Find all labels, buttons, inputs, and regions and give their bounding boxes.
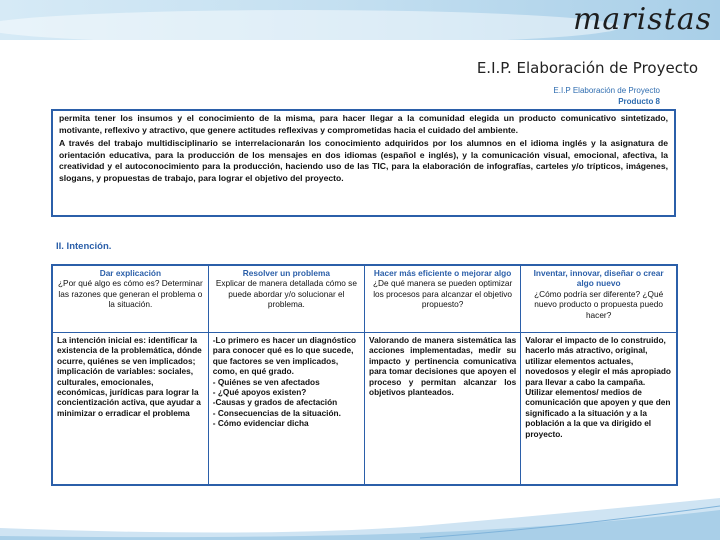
header-cell-resolver-problema xyxy=(208,265,364,333)
body-line: -Lo primero es hacer un diagnóstico para conocer qué es lo que sucede, que factores se ven implicados, como, en qué grado. xyxy=(212,335,357,377)
body-cell-inventar xyxy=(521,333,677,486)
header-cell-hacer-eficiente xyxy=(365,265,521,333)
header-cell-inventar xyxy=(521,265,677,333)
header-text: Explicar de manera detallada cómo se puede abordar y/o solucionar el problema. xyxy=(215,278,357,310)
product-label: Producto 8 xyxy=(618,97,660,106)
intro-text-box xyxy=(51,109,676,217)
intro-paragraph-1: permita tener los insumos y el conocimiento de la misma, para hacer llegar a la comunidad elegida un producto comunicativo sintetizado, motivante, reflexivo y atractivo, que genere actitudes reflexivas y comprometidas hacia el cuidado del ambiente. xyxy=(59,113,668,135)
header-cell-dar-explicacion xyxy=(52,265,208,333)
maristas-logo: maristas xyxy=(572,2,712,37)
body-cell-hacer-eficiente: Valorando de manera sistemática las acciones implementadas, medir su impacto y pertinencia comunicativa para tomar decisiones que apoyen el proceso y permitan alcanzar los objetivos planteados. xyxy=(365,333,521,486)
table-header-row xyxy=(52,265,677,333)
header-text: ¿De qué manera se pueden optimizar los procesos para alcanzar el objetivo propuesto? xyxy=(372,278,513,310)
intencion-table xyxy=(51,264,678,486)
body-line: - Consecuencias de la situación. xyxy=(212,407,341,418)
section-title-intencion: II. Intención. xyxy=(56,241,112,252)
banner-wave-decoration xyxy=(0,10,620,40)
slide-title: E.I.P. Elaboración de Proyecto xyxy=(476,59,698,77)
header-text: ¿Cómo podría ser diferente? ¿Qué nuevo producto o propuesta puedo hacer? xyxy=(534,288,664,320)
intro-paragraph-2: A través del trabajo multidisciplinario se interrelacionarán los conocimiento adquiridos por los alumnos en el idioma inglés y la asignatura de orientación educativa, para la producción de los mensajes en dos idiomas (español e inglés), y la comunicación visual, emocional, afectiva, la creatividad y el autoconocimiento para la producción, haciendo uso de las TIC, para la elaboración de infografías, carteles y/o trípticos, imágenes, slogans, y propuestas de trabajo, para lograr el objetivo del proyecto. xyxy=(59,138,668,183)
body-line: - Quiénes se ven afectados xyxy=(212,376,320,387)
header-text: ¿Por qué algo es cómo es? Determinar las razones que generan el problema o la situación. xyxy=(57,278,203,310)
bottom-wave-decoration xyxy=(0,498,720,540)
body-line: -Causas y grados de afectación xyxy=(212,397,338,408)
header-title: Resolver un problema xyxy=(242,268,330,278)
body-cell-resolver-problema xyxy=(208,333,364,486)
body-line: Utilizar elementos/ medios de comunicación que apoyen y que den significado a la situación y a la población a la que va dirigido el proyecto. xyxy=(525,387,671,439)
header-title: Dar explicación xyxy=(99,268,162,278)
body-line: Valorar el impacto de lo construido, hacerlo más atractivo, original, utilizar elementos actuales, novedosos y elegir el más apropiado para llevar a cabo la campaña. xyxy=(525,335,671,387)
top-banner xyxy=(0,0,720,40)
document-header xyxy=(553,85,660,107)
document-header-line: E.I.P Elaboración de Proyecto xyxy=(553,86,660,95)
header-title: Inventar, innovar, diseñar o crear algo nuevo xyxy=(533,268,664,289)
table-body-row xyxy=(52,333,677,486)
body-line: - Cómo evidenciar dicha xyxy=(212,418,309,429)
header-title: Hacer más eficiente o mejorar algo xyxy=(373,268,512,278)
body-cell-dar-explicacion: La intención inicial es: identificar la existencia de la problemática, dónde ocurre, quiénes se ven implicados; implicación de variables: sociales, culturales, emocionales, económicas, jurídicas para lograr la concientización activa, que ayudar a minimizar o erradicar el problema xyxy=(52,333,208,486)
body-line: - ¿Qué apoyos existen? xyxy=(212,387,307,398)
